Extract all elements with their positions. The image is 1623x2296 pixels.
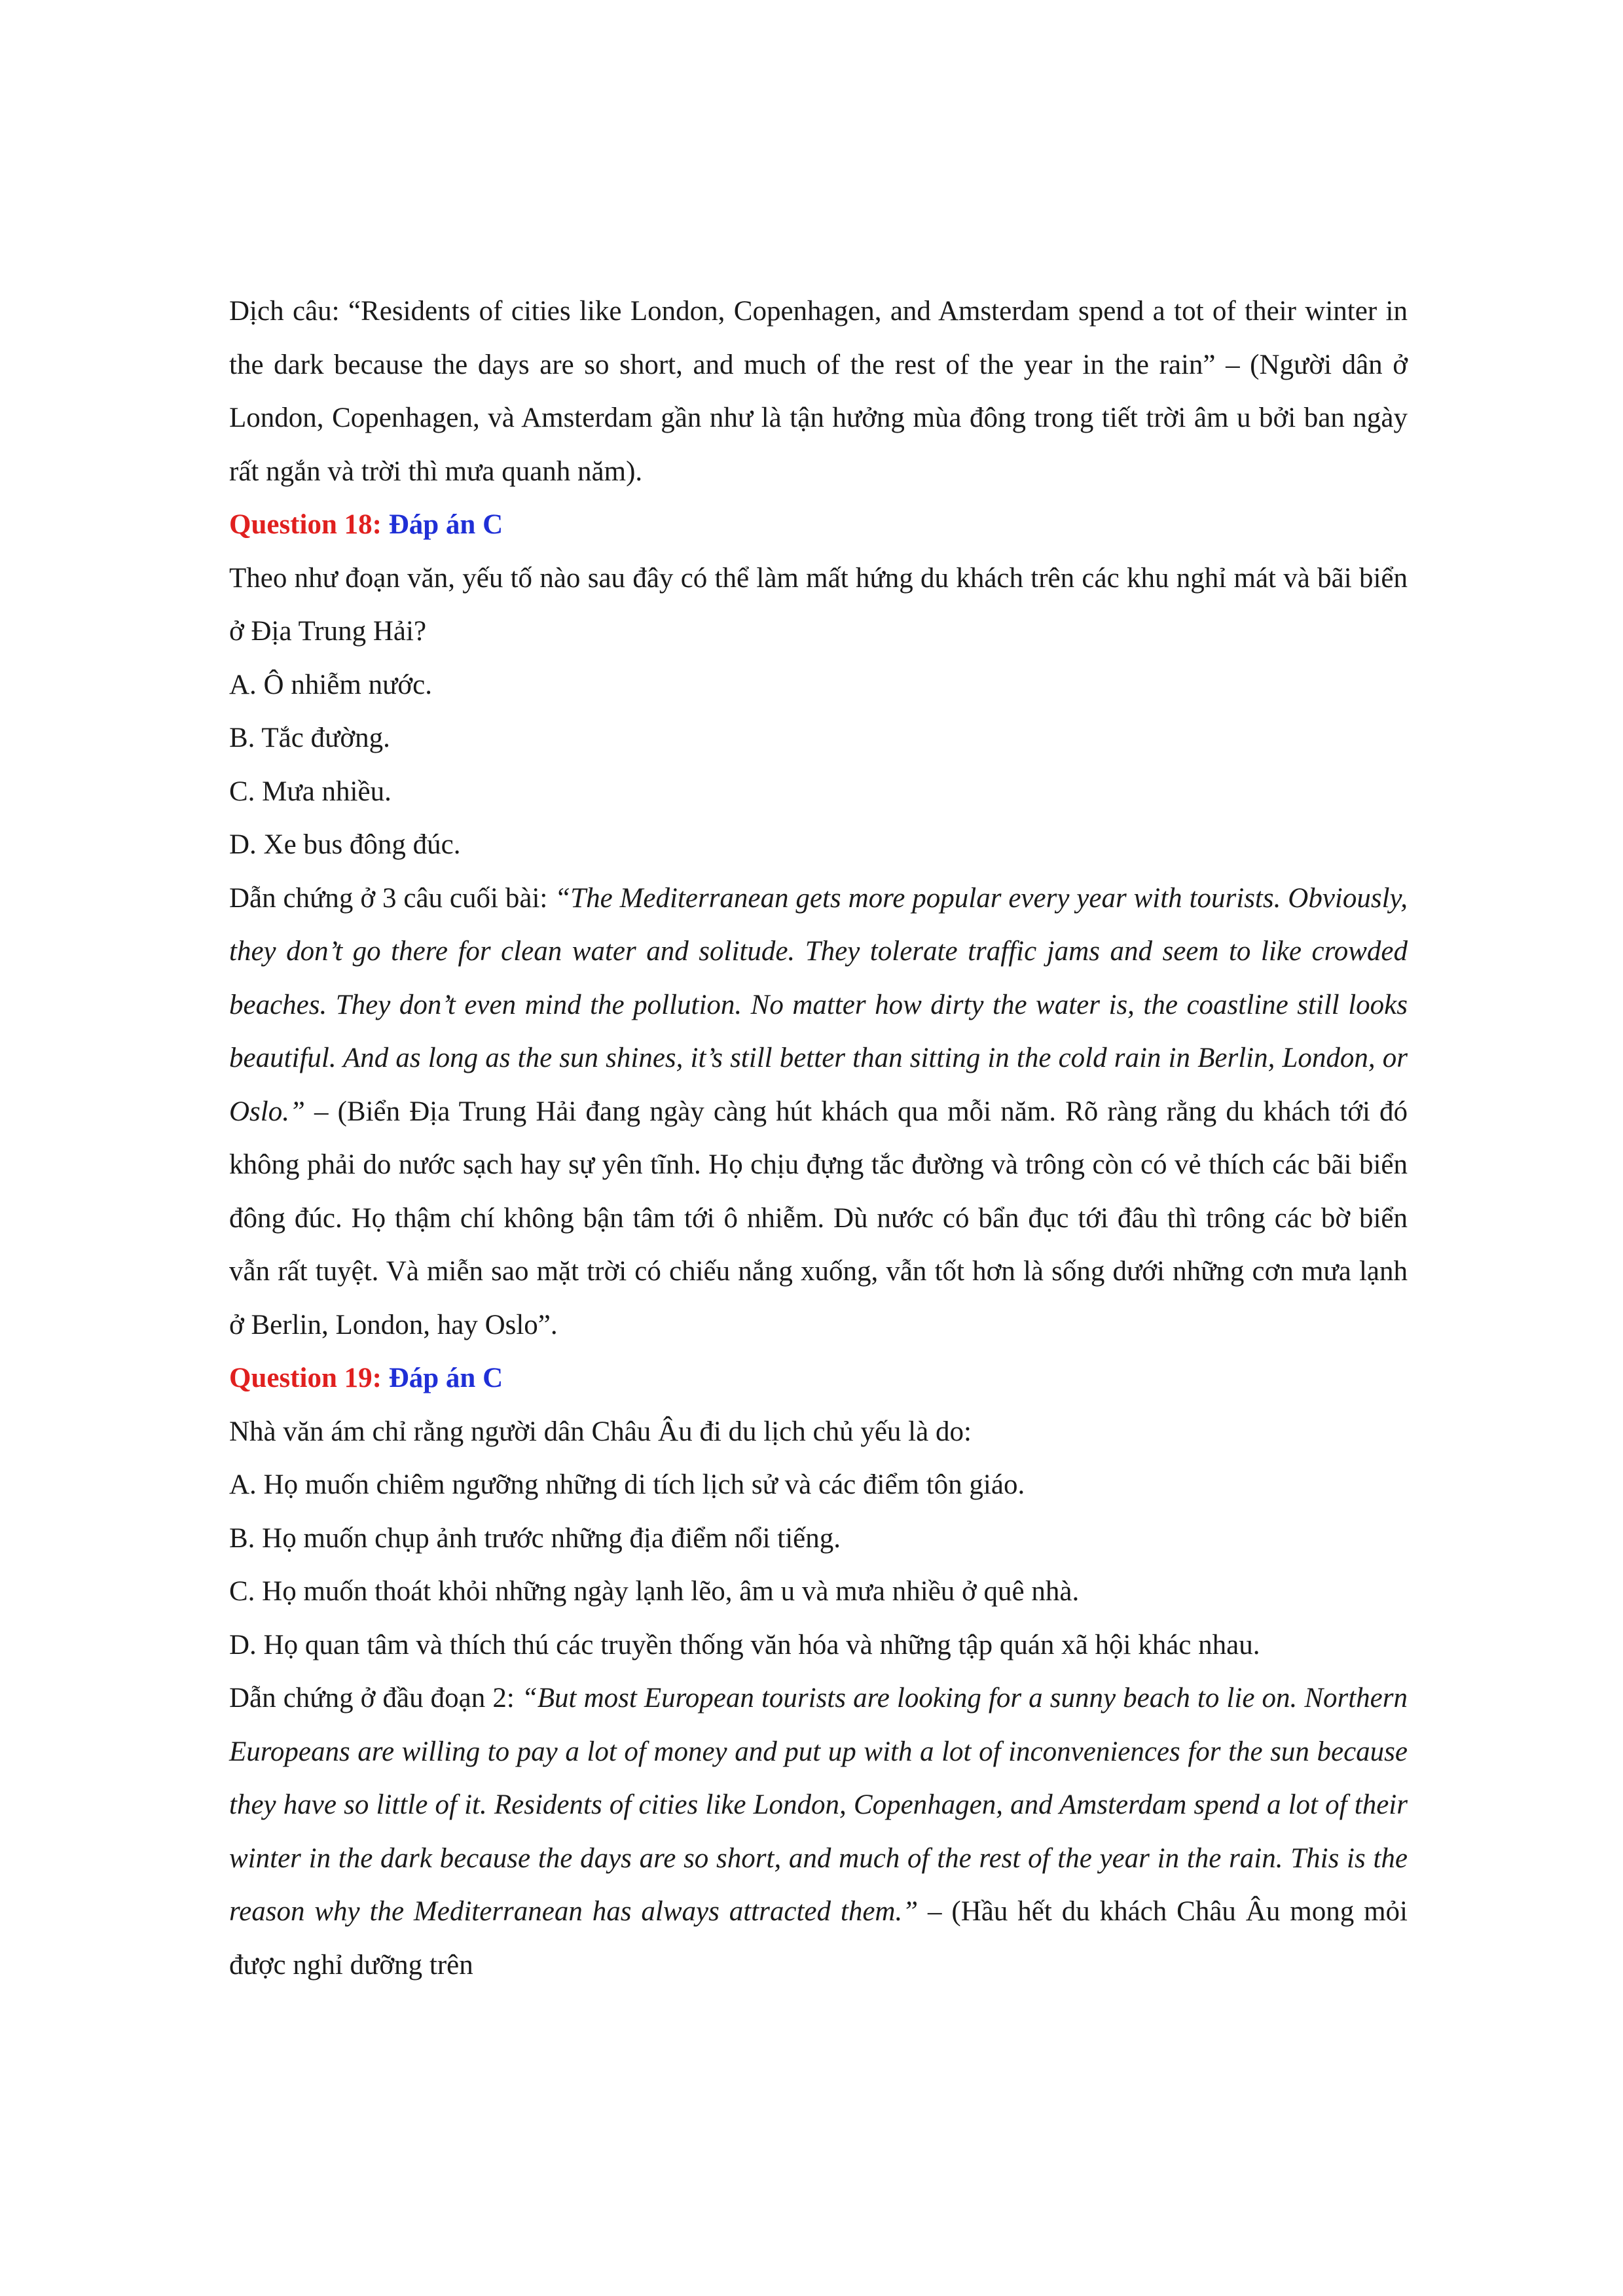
question-18-evidence-quote: “The Mediterranean gets more popular every year with tourists. Obviously, they don’t go there for clean water and solitude. They tolerate traffic jams and seem to like crowded beaches. They don’t even mind the pollution. No matter how dirty the water is, the coastline still looks beautiful. And as long as the sun shines, it’s still better than sitting in the cold rain in Berlin, London, or Oslo.”	[229, 882, 1408, 1127]
question-18-option-d: D. Xe bus đông đúc.	[229, 829, 461, 860]
question-19-evidence-quote: “But most European tourists are looking for a sunny beach to lie on. Northern Europeans are willing to pay a lot of money and put up with a lot of inconveniences for the sun because they have so little of it. Residents of cities like London, Copenhagen, and Amsterdam spend a lot of their winter in the dark because the days are so short, and much of the rest of the year in the rain. This is the reason why the Mediterranean has always attracted them.”	[229, 1683, 1408, 1927]
question-19-heading	[229, 1352, 1408, 1405]
question-18-heading	[229, 498, 1408, 552]
question-18-evidence-prefix: Dẫn chứng ở 3 câu cuối bài:	[229, 882, 555, 914]
question-18-option-b: B. Tắc đường.	[229, 723, 390, 753]
question-18-answer: Đáp án C	[388, 509, 503, 540]
question-19-evidence-translation: – (Hầu hết du khách Châu Âu mong mỏi được nghỉ dưỡng trên	[229, 1896, 1408, 1981]
question-18-option-a: A. Ô nhiễm nước.	[229, 669, 432, 700]
question-18-label: Question 18:	[229, 509, 382, 540]
question-19-evidence	[229, 1672, 1408, 1992]
question-18-evidence-translation: – (Biển Địa Trung Hải đang ngày càng hút khách qua mỗi năm. Rõ ràng rằng du khách tới đó không phải do nước sạch hay sự yên tĩnh. Họ chịu đựng tắc đường và trông còn có vẻ thích các bãi biển đông đúc. Họ thậm chí không bận tâm tới ô nhiễm. Dù nước có bẩn đục tới đâu thì trông các bờ biển vẫn rất tuyệt. Và miễn sao mặt trời có chiếu nắng xuống, vẫn tốt hơn là sống dưới những cơn mưa lạnh ở Berlin, London, hay Oslo”.	[229, 1096, 1408, 1340]
question-19-option-c: C. Họ muốn thoát khỏi những ngày lạnh lẽo, âm u và mưa nhiều ở quê nhà.	[229, 1576, 1080, 1607]
document-page	[229, 285, 1408, 1992]
question-19-text: Nhà văn ám chỉ rằng người dân Châu Âu đi du lịch chủ yếu là do:	[229, 1416, 972, 1447]
translation-paragraph: Dịch câu: “Residents of cities like London, Copenhagen, and Amsterdam spend a tot of their winter in the dark because the days are so short, and much of the rest of the year in the rain” – (Người dân ở London, Copenhagen, và Amsterdam gần như là tận hưởng mùa đông trong tiết trời âm u bởi ban ngày rất ngắn và trời thì mưa quanh năm).	[229, 296, 1408, 487]
question-19-option-a: A. Họ muốn chiêm ngưỡng những di tích lịch sử và các điểm tôn giáo.	[229, 1469, 1025, 1500]
question-18-evidence	[229, 872, 1408, 1352]
question-18-text: Theo như đoạn văn, yếu tố nào sau đây có thể làm mất hứng du khách trên các khu nghỉ mát và bãi biển ở Địa Trung Hải?	[229, 562, 1408, 647]
question-19-answer: Đáp án C	[388, 1363, 503, 1393]
question-18-option-c: C. Mưa nhiều.	[229, 776, 392, 807]
question-19-option-d: D. Họ quan tâm và thích thú các truyền thống văn hóa và những tập quán xã hội khác nhau.	[229, 1629, 1260, 1660]
question-19-label: Question 19:	[229, 1363, 382, 1393]
question-19-evidence-prefix: Dẫn chứng ở đầu đoạn 2:	[229, 1683, 522, 1713]
question-19-option-b: B. Họ muốn chụp ảnh trước những địa điểm nổi tiếng.	[229, 1522, 841, 1554]
